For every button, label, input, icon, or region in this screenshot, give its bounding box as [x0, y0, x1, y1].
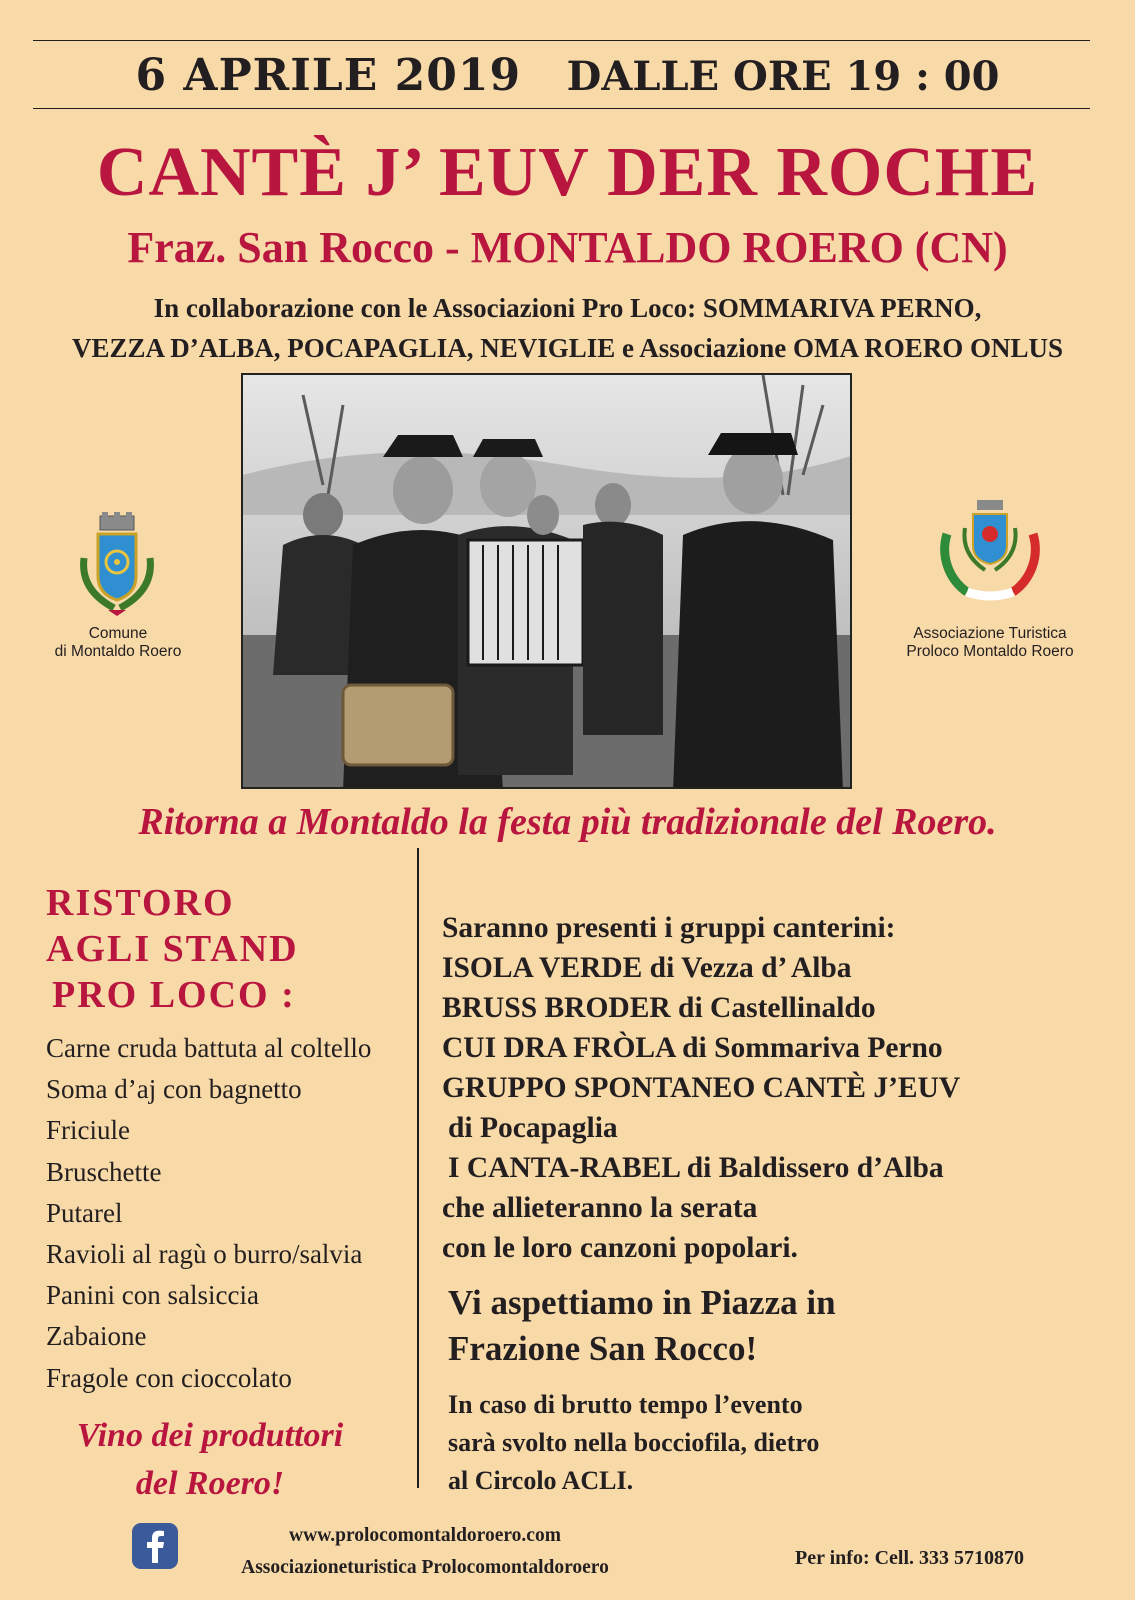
singing-groups — [442, 908, 960, 1268]
wine-note-line: Vino dei produttori — [76, 1417, 344, 1454]
event-date-line — [0, 50, 1135, 101]
group-item: BRUSS BRODER di Castellinaldo — [442, 992, 876, 1024]
group-item: GRUPPO SPONTANEO CANTÈ J’EUV — [442, 1072, 961, 1104]
invite-line: Frazione San Rocco! — [448, 1329, 758, 1368]
ristoro-heading-line: AGLI STAND — [46, 928, 299, 970]
ristoro-heading-line — [46, 972, 299, 1018]
menu-item: Carne cruda battuta al coltello — [46, 1033, 372, 1063]
bad-weather-note — [448, 1386, 819, 1500]
top-rule — [33, 40, 1090, 41]
group-item — [442, 1108, 960, 1148]
musicians-photo-image — [243, 375, 852, 789]
column-divider — [417, 848, 419, 1488]
weather-line: In caso di brutto tempo l’evento — [448, 1390, 803, 1419]
groups-outro: che allieteranno la serata — [442, 1192, 758, 1224]
ristoro-heading-line: RISTORO — [46, 882, 235, 924]
group-item: CUI DRA FRÒLA di Sommariva Perno — [442, 1032, 943, 1064]
facebook-glyph — [132, 1523, 178, 1569]
event-location: Fraz. San Rocco - MONTALDO ROERO (CN) — [127, 223, 1008, 272]
group-item: ISOLA VERDE di Vezza d’ Alba — [442, 952, 852, 984]
group-item — [442, 1148, 960, 1188]
event-time: DALLE ORE 19 : 00 — [566, 53, 1000, 100]
ristoro-heading — [46, 880, 299, 1018]
facebook-icon[interactable] — [132, 1523, 178, 1569]
contact-info: Per info: Cell. 333 5710870 — [795, 1547, 1025, 1569]
collaboration-text — [0, 288, 1135, 368]
wine-note-line: del Roero! — [135, 1465, 285, 1502]
menu-item: Ravioli al ragù o burro/salvia — [46, 1239, 363, 1270]
proloco-caption-line: Associazione Turistica — [913, 625, 1067, 642]
menu-item: Fragole con cioccolato — [46, 1362, 292, 1393]
website-link[interactable]: www.prolocomontaldoroero.com — [289, 1525, 561, 1546]
date-bottom-rule — [33, 108, 1090, 109]
group-item-text: I CANTA-RABEL di Baldissero d’Alba — [448, 1152, 944, 1184]
groups-intro: Saranno presenti i gruppi canterini: — [442, 912, 896, 944]
proloco-logo — [925, 494, 1055, 604]
footer-links — [195, 1520, 655, 1584]
menu-item: Soma d’aj con bagnetto — [46, 1074, 302, 1105]
wine-note — [40, 1412, 380, 1508]
musicians-photo — [241, 373, 852, 789]
comune-caption-line: Comune — [88, 625, 148, 642]
comune-coat-of-arms-icon — [74, 510, 160, 620]
proloco-logo-icon — [925, 494, 1055, 604]
weather-line: al Circolo ACLI. — [448, 1466, 634, 1495]
invite-line: Vi aspettiamo in Piazza in — [448, 1283, 836, 1322]
group-item-text: di Pocapaglia — [448, 1112, 618, 1144]
menu-item: Friciule — [46, 1115, 130, 1146]
collaboration-line: VEZZA D’ALBA, POCAPAGLIA, NEVIGLIE e Associazione OMA ROERO ONLUS — [71, 333, 1064, 363]
menu-item: Putarel — [46, 1197, 123, 1228]
weather-line: sarà svolto nella bocciofila, dietro — [448, 1428, 820, 1457]
collaboration-line: In collaborazione con le Associazioni Pro Loco: SOMMARIVA PERNO, — [153, 293, 982, 323]
event-title: CANTÈ J’ EUV DER ROCHE — [96, 134, 1039, 211]
facebook-page-name[interactable]: Associazioneturistica Prolocomontaldoroero — [241, 1557, 609, 1578]
comune-logo — [74, 510, 160, 620]
tagline: Ritorna a Montaldo la festa più tradizionale del Roero. — [138, 801, 997, 843]
proloco-caption — [885, 625, 1095, 661]
comune-caption — [43, 625, 193, 661]
menu-item: Bruschette — [46, 1156, 162, 1187]
proloco-caption-line: Proloco Montaldo Roero — [906, 643, 1074, 660]
invite-text — [448, 1280, 836, 1372]
comune-caption-line: di Montaldo Roero — [54, 643, 182, 660]
menu-item: Panini con salsiccia — [46, 1280, 259, 1311]
food-menu — [46, 1028, 371, 1399]
menu-item: Zabaione — [46, 1321, 147, 1352]
ristoro-heading-text: PRO LOCO : — [52, 974, 296, 1016]
groups-outro: con le loro canzoni popolari. — [442, 1232, 798, 1264]
event-date: 6 APRILE 2019 — [135, 50, 522, 101]
